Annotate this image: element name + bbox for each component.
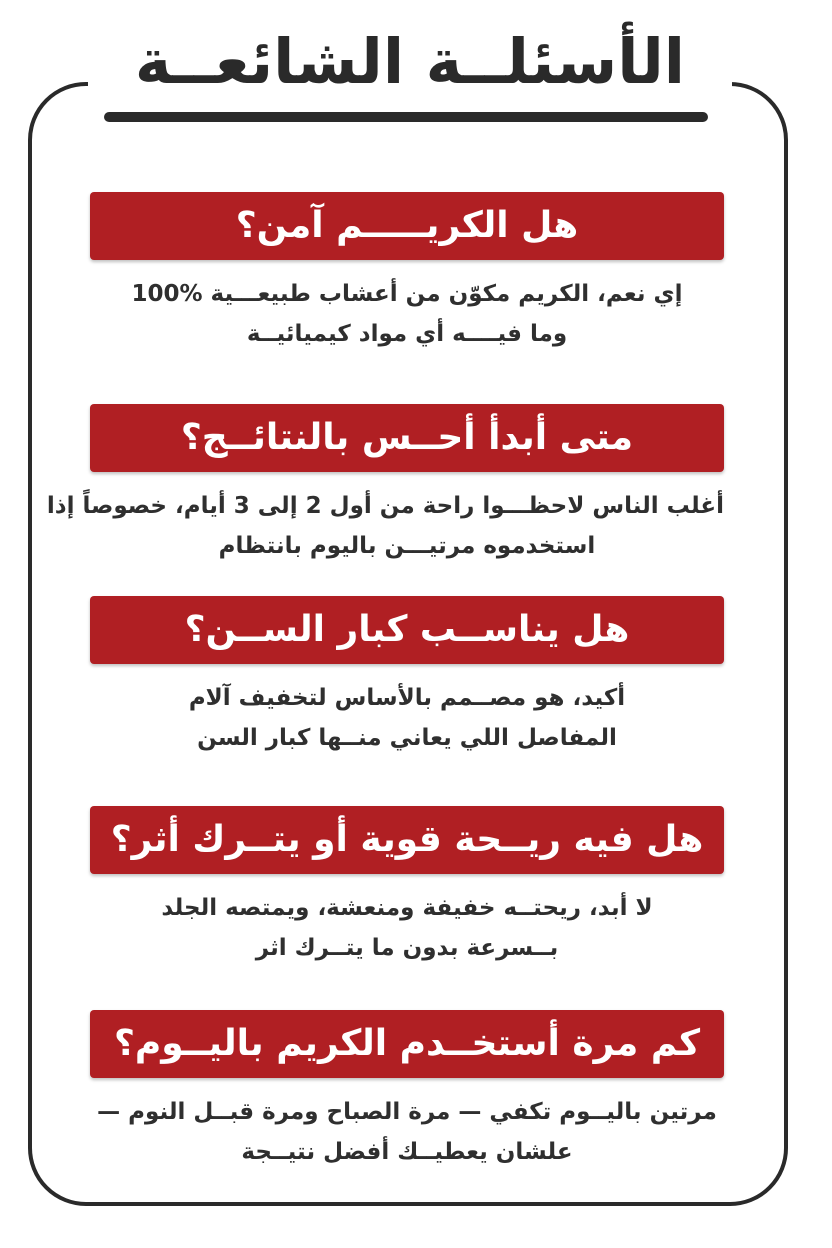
faq-item-safety	[90, 192, 724, 354]
answer-line: أكيد، هو مصــمم بالأساس لتخفيف آلام	[188, 685, 626, 711]
question-text: متى أبدأ أحــس بالنتائــج؟	[180, 417, 634, 458]
title-underline	[104, 112, 708, 122]
faq-item-usage	[90, 1010, 724, 1172]
answer-line: استخدموه مرتيـــن باليوم بانتظام	[218, 533, 596, 559]
question-bar	[90, 192, 724, 260]
answer-line: مرتين باليــوم تكفي — مرة الصباح ومرة قبــل النوم —	[97, 1099, 717, 1125]
question-bar	[90, 596, 724, 664]
answer-line: لا أبد، ريحتــه خفيفة ومنعشة، ويمتصه الجلد	[161, 895, 653, 921]
answer-text	[90, 274, 724, 354]
answer-line: أغلب الناس لاحظـــوا راحة من أول 2 إلى 3 أيام، خصوصاً إذا	[46, 493, 724, 519]
question-text: هل يناســب كبار الســن؟	[184, 609, 630, 650]
answer-line: علشان يعطيــك أفضل نتيــجة	[241, 1139, 573, 1165]
question-bar	[90, 806, 724, 874]
answer-line: المفاصل اللي يعاني منــها كبار السن	[197, 725, 617, 751]
answer-text	[90, 1092, 724, 1172]
question-text: هل فيه ريــحة قوية أو يتــرك أثر؟	[110, 819, 704, 860]
answer-line: وما فيــــه أي مواد كيميائيــة	[246, 321, 568, 347]
answer-text	[46, 486, 724, 566]
faq-item-results	[46, 404, 724, 566]
faq-item-elderly	[90, 596, 724, 758]
question-text: كم مرة أستخــدم الكريم باليــوم؟	[113, 1023, 701, 1064]
answer-line: إي نعم، الكريم مكوّن من أعشاب طبيعـــية %100	[131, 281, 683, 307]
answer-line: بــسرعة بدون ما يتــرك اثر	[255, 935, 559, 961]
answer-text	[90, 888, 724, 968]
faq-item-smell	[90, 806, 724, 968]
question-text: هل الكريـــــم آمن؟	[235, 205, 579, 246]
page-title: الأسئلــة الشائعــة	[134, 25, 686, 98]
answer-text	[90, 678, 724, 758]
question-bar	[90, 404, 724, 472]
question-bar	[90, 1010, 724, 1078]
